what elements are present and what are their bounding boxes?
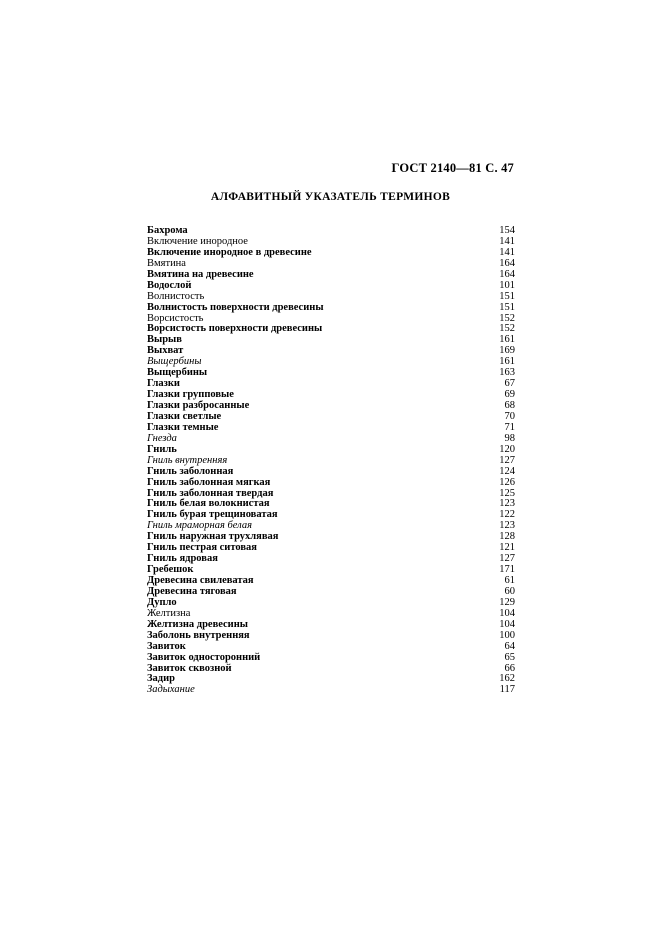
index-entry-page: 71: [504, 421, 515, 433]
index-entry: [147, 554, 515, 565]
index-entry-term: Вырыв: [147, 334, 182, 346]
index-entry-page: 121: [499, 542, 515, 554]
index-entry-page: 127: [499, 553, 515, 565]
index-entry-term: Вмятина на древесине: [147, 268, 254, 280]
index-entry-term: Включение инородное в древесине: [147, 246, 312, 258]
index-entry-page: 152: [499, 323, 515, 335]
index-entry-term: Гниль: [147, 443, 177, 455]
index-entry-term: Завиток сквозной: [147, 662, 232, 674]
index-entry: [147, 346, 515, 357]
index-entry-page: 124: [499, 465, 515, 477]
index-entry-page: 129: [499, 596, 515, 608]
index-entry-term: Вмятина: [147, 257, 186, 269]
index-entry-page: 151: [499, 290, 515, 302]
index-entry-term: Завиток односторонний: [147, 651, 261, 663]
index-entry-term: Задир: [147, 673, 175, 685]
index-entry: [147, 281, 515, 292]
index-entry-term: Волнистость: [147, 290, 205, 302]
index-entry-page: 171: [499, 564, 515, 576]
index-entry-page: 98: [504, 432, 515, 444]
index-entry-term: Желтизна: [147, 607, 191, 619]
index-entry: [147, 303, 515, 314]
index-entry: [147, 685, 515, 696]
index-entry: [147, 456, 515, 467]
index-entry-page: 164: [499, 257, 515, 269]
index-entry: [147, 664, 515, 675]
index-entry-term: Гниль наружная трухлявая: [147, 531, 279, 543]
index-entry: [147, 368, 515, 379]
index-entry-term: Бахрома: [147, 225, 188, 236]
index-entry-term: Заболонь внутренняя: [147, 629, 250, 641]
index-entry-term: Дупло: [147, 596, 177, 608]
index-entry: [147, 674, 515, 685]
index-entry-term: Древесина тяговая: [147, 585, 237, 597]
index-entry-page: 64: [504, 640, 515, 652]
page-header: ГОСТ 2140—81 С. 47: [391, 161, 514, 175]
index-entry-term: Глазки темные: [147, 421, 219, 433]
index-entry-page: 101: [499, 279, 515, 291]
index-entry-page: 128: [499, 531, 515, 543]
index-entry: [147, 598, 515, 609]
index-entry-term: Гребешок: [147, 564, 194, 576]
index-entry-page: 162: [499, 673, 515, 685]
index-entry-page: 61: [504, 575, 515, 586]
index-entry-term: Гнезда: [147, 432, 177, 444]
index-entry-term: Гниль бурая трещиноватая: [147, 509, 278, 521]
index-entry: [147, 335, 515, 346]
index-entry: [147, 248, 515, 259]
index-entry-page: 141: [499, 246, 515, 258]
index-entry-page: 169: [499, 345, 515, 357]
index-entry-page: 125: [499, 487, 515, 499]
index-entry-term: Выхват: [147, 345, 184, 357]
index-entry: [147, 642, 515, 653]
index-entry-page: 123: [499, 520, 515, 532]
index-entry-term: Включение инородное: [147, 235, 248, 247]
index-entry-term: Гниль ядровая: [147, 553, 218, 565]
index-entry-term: Гниль заболонная: [147, 465, 234, 477]
index-entry-term: Ворсистость: [147, 312, 204, 324]
index-entry: [147, 478, 515, 489]
index-entry: [147, 467, 515, 478]
index-entry-page: 141: [499, 235, 515, 247]
index-entry-page: 151: [499, 301, 515, 313]
index-entry-page: 127: [499, 454, 515, 466]
index-entry-page: 164: [499, 268, 515, 280]
index-entry-page: 100: [499, 629, 515, 641]
index-entry-term: Задыхание: [147, 684, 195, 696]
index-entry-page: 66: [504, 662, 515, 674]
index-entry-term: Желтизна древесины: [147, 618, 248, 630]
index-entry-term: Глазки: [147, 378, 180, 390]
index-entry-term: Гниль мраморная белая: [147, 520, 252, 532]
index-entry-term: Глазки светлые: [147, 410, 222, 422]
index-entry-page: 67: [504, 378, 515, 390]
index-entry-term: Гниль внутренняя: [147, 454, 228, 466]
index-entry: [147, 292, 515, 303]
index-entry-page: 117: [499, 684, 515, 696]
index-entry: [147, 587, 515, 598]
index-entry-term: Гниль заболонная твердая: [147, 487, 274, 499]
index-entry-page: 70: [504, 410, 515, 422]
index-entry: [147, 631, 515, 642]
index-entry-page: 123: [499, 498, 515, 510]
index-entry-term: Выщербины: [147, 367, 208, 379]
index-entry-page: 104: [499, 618, 515, 630]
index-entry-page: 65: [504, 651, 515, 663]
index-entry: [147, 434, 515, 445]
index-entry-page: 68: [504, 400, 515, 411]
index-entry-term: Волнистость поверхности древесины: [147, 301, 324, 313]
index-entry-term: Гниль белая волокнистая: [147, 498, 270, 510]
index-entry-page: 60: [504, 585, 515, 597]
index-entry: [147, 423, 515, 434]
index-entry-page: 120: [499, 443, 515, 455]
index-entry-term: Выщербины: [147, 356, 202, 368]
index-entry-page: 154: [499, 225, 515, 236]
index-entry-term: Водослой: [147, 279, 192, 291]
index-entry: [147, 324, 515, 335]
index-entry-term: Ворсистость поверхности древесины: [147, 323, 323, 335]
index-entry-page: 69: [504, 389, 515, 401]
index-entry-term: Гниль пестрая ситовая: [147, 542, 257, 554]
index-entry-page: 163: [499, 367, 515, 379]
index-entry-term: Глазки групповые: [147, 389, 234, 401]
index-entry-page: 161: [499, 334, 515, 346]
index-entry-page: 104: [499, 607, 515, 619]
index-title: АЛФАВИТНЫЙ УКАЗАТЕЛЬ ТЕРМИНОВ: [210, 191, 451, 203]
index-entry: [147, 653, 515, 664]
index-entry-term: Древесина свилеватая: [147, 575, 254, 586]
index-entry-term: Глазки разбросанные: [147, 400, 250, 411]
index-entry-page: 161: [499, 356, 515, 368]
index-list: [147, 226, 515, 696]
index-entry-term: Завиток: [147, 640, 186, 652]
index-entry-page: 126: [499, 476, 515, 488]
index-entry-term: Гниль заболонная мягкая: [147, 476, 271, 488]
index-entry-page: 122: [499, 509, 515, 521]
index-entry-page: 152: [499, 312, 515, 324]
index-entry: [147, 270, 515, 281]
